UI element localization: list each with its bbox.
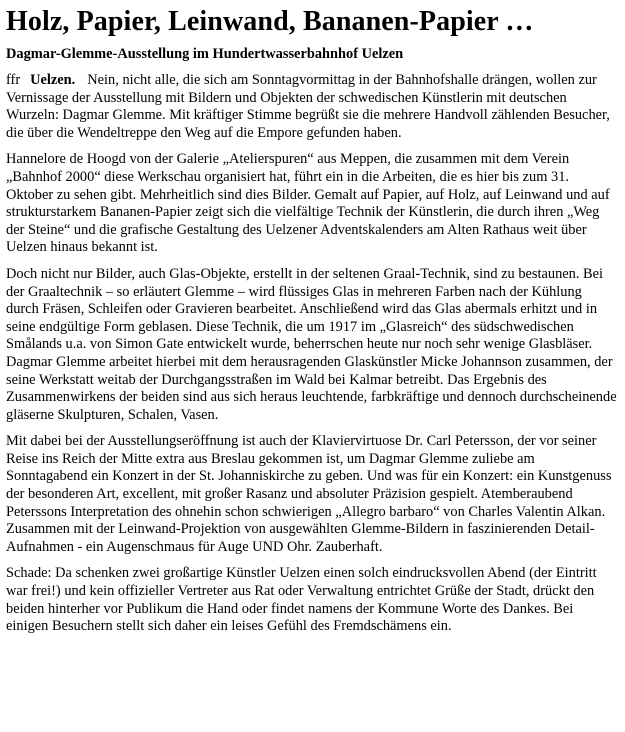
article-paragraph-2: Hannelore de Hoogd von der Galerie „Atelierspuren“ aus Meppen, die zusammen mit dem Verein „Bahnhof 2000“ diese Werkschau organisiert hat, führt ein in die Arbeiten, die es hier bis zum 31. Oktober zu sehen gibt. Mehrheitlich sind dies Bilder. Gemalt auf Papier, auf Holz, auf Leinwand und auf strukturstarkem Bananen-Papier zeigt sich die vielfältige Technik der Künstlerin, die durch ihren „Weg der Steine“ und die grafische Gestaltung des Uelzener Adventskalenders am Alten Rathaus weit über Uelzen hinaus bekannt ist. <box>6 151 610 256</box>
article-subheadline: Dagmar-Glemme-Ausstellung im Hundertwasserbahnhof Uelzen <box>6 46 404 62</box>
article-paragraph-1 <box>6 72 618 142</box>
dateline-location: Uelzen. <box>30 72 76 88</box>
article-headline: Holz, Papier, Leinwand, Bananen-Papier … <box>6 6 534 37</box>
article-body <box>6 72 618 636</box>
newspaper-article <box>6 6 618 645</box>
article-paragraph-4: Mit dabei bei der Ausstellungseröffnung ist auch der Klaviervirtuose Dr. Carl Petersson, der vor seiner Reise ins Reich der Mitte extra aus Breslau gekommen ist, um Dagmar Glemme zuliebe am Sonntagabend ein Konzert in der St. Johanniskirche zu geben. Und was für ein Konzert: ein Kunstgenuss der besonderen Art, excellent, mit großer Rasanz und absoluter Präzision gespielt. Atemberaubend Peterssons Interpretation des ohnehin schon schwierigen „Allegro barbaro“ von Charles Valentin Alkan. Zusammen mit der Leinwand-Projektion von ausgewählten Glemme-Bildern in faszinierenden Detail-Aufnahmen - ein Augenschmaus für Auge UND Ohr. Zauberhaft. <box>6 433 612 555</box>
article-paragraph-3: Doch nicht nur Bilder, auch Glas-Objekte, erstellt in der seltenen Graal-Technik, sind zu bestaunen. Bei der Graaltechnik – so erläutert Glemme – wird flüssiges Glas in mehreren Farben nach der Kühlung durch Fräsen, Schleifen oder Gravieren bearbeitet. Anschließend wird das Glas abermals erhitzt und in seine endgültige Form geblasen. Diese Technik, die um 1917 im „Glasreich“ des südschwedischen Smålands u.a. von Simon Gate entwickelt wurde, beherrschen heute nur noch sehr wenige Glasbläser. Dagmar Glemme arbeitet hierbei mit dem herausragenden Glaskünstler Micke Johannson zusammen, der seine Werkstatt weitab der Durchgangsstraßen im Wald bei Kalmar betreibt. Das Ergebnis des Zusammenwirkens der beiden sind aus sich heraus leuchtende, farbkräftige und dennoch durchscheinende gläserne Skulpturen, Schalen, Vasen. <box>6 265 617 423</box>
paragraph-text: Nein, nicht alle, die sich am Sonntagvormittag in der Bahnhofshalle drängen, wollen zur Vernissage der Ausstellung mit Bildern und Objekten der schwedischen Künstlerin mit deutschen Wurzeln: Dagmar Glemme. Mit kräftiger Stimme begrüßt sie die mehrere Handvoll zählenden Besucher, die über die Wendeltreppe den Weg auf die Empore gefunden haben. <box>6 72 610 141</box>
author-byline: ffr <box>6 72 21 88</box>
article-paragraph-5: Schade: Da schenken zwei großartige Künstler Uelzen einen solch eindrucksvollen Abend (der Eintritt war frei!) und kein offizieller Vertreter aus Rat oder Verwaltung entrichtet Grüße der Stadt, drückt den beiden hinterher vor Publikum die Hand oder findet namens der Kommune Worte des Dankes. Bei einigen Besuchern stellt sich daher ein leises Gefühl des Fremdschämens ein. <box>6 565 597 635</box>
